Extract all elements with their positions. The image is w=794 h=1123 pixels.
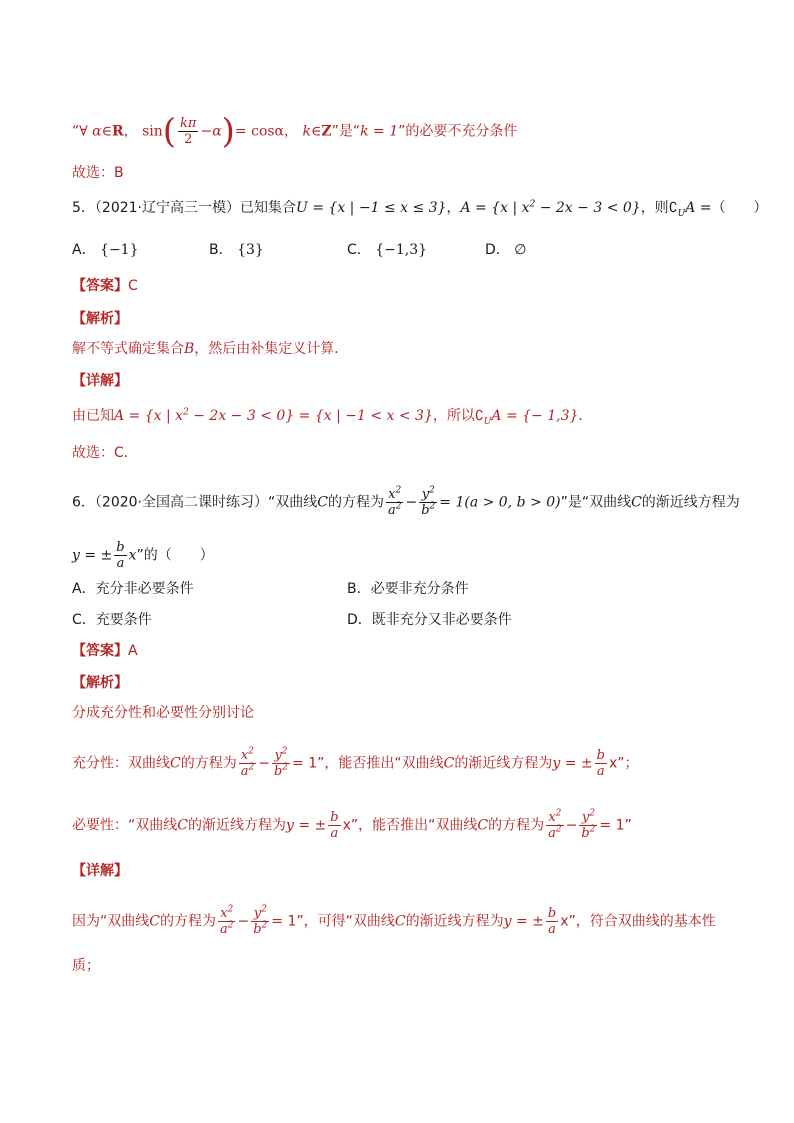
q5-analysis: 解不等式确定集合B，然后由补集定义计算． [72,341,349,357]
q5-option-d: D． ∅ [485,242,527,258]
q6-option-b: B．必要非充分条件 [347,581,469,597]
q6-answer: 【答案】A [72,643,138,659]
q6-detail-tag: 【详解】 [72,863,128,879]
q5-detail-tag: 【详解】 [72,373,128,389]
q5-option-a: A． {−1} [72,242,139,258]
q6-option-a: A．充分非必要条件 [72,581,194,597]
q5-option-c: C． {−1,3} [347,242,428,258]
q6-analysis-tag: 【解析】 [72,675,128,691]
q5-answer: 【答案】C [72,278,138,294]
q5-analysis-tag: 【解析】 [72,311,128,327]
q6-option-d: D．既非充分又非必要条件 [347,612,512,628]
q4-answer-line: 故选：B [72,165,124,181]
q5-option-b: B． {3} [209,242,264,258]
q6-detail: 因为“双曲线C的方程为 $\frac{x^2}{a^2}$ − $\frac{y^2}{b^2}$ = 1”，可得“双曲线C的渐近线方程为y = ± $\frac{b}{a}$ x”，符合双曲线的基本性 [72,904,716,937]
q5-detail: 由已知A = {x | $x^2 - 2x - 3 < 0\} = \{x$ | −1 < x < 3}，所以$∁_UA$ = {− 1,3}． [72,407,593,427]
q6-detail-line2: 质； [72,958,100,974]
q6-option-c: C．充要条件 [72,612,152,628]
q6-analysis: 分成充分性和必要性分别讨论 [72,705,254,721]
q6-sufficiency: 充分性：双曲线C的方程为 $\frac{x^2}{a^2}$ − $\frac{y^2}{b^2}$ = 1”，能否推出“双曲线C的渐近线方程为y = ± $\frac{b}{a}$ x”； [72,746,639,779]
q5-choose: 故选：C． [72,445,138,461]
q6-stem: 6．（2020·全国高二课时练习）“双曲线C的方程为 $\frac{x^2}{a^2}$ − $\frac{y^2}{b^2}$ = 1(a > 0, b > 0)”是“双曲线C的渐近线方程为 [72,485,740,518]
q4-conclusion: “∀ α∈R， sin( $\frac{k\pi}{2}$ −α)= cosα， k∈Z”是“k = 1”的必要不充分条件 [72,111,518,152]
q5-stem: 5．（2021·辽宁高三一模）已知集合U = {x | −1 ≤ x ≤ 3}，A = {x | $x^2 - 2x - 3 < 0$}，则$∁_UA$ =（ ） [72,199,768,219]
q6-stem-line2: y = ± $\frac{b}{a}$ x”的（ ） [72,540,214,571]
q6-necessity: 必要性：“双曲线C的渐近线方程为y = ± $\frac{b}{a}$ x”，能否推出“双曲线C的方程为 $\frac{x^2}{a^2}$ − $\frac{y^2}{b^2}$ = 1” [72,808,632,841]
